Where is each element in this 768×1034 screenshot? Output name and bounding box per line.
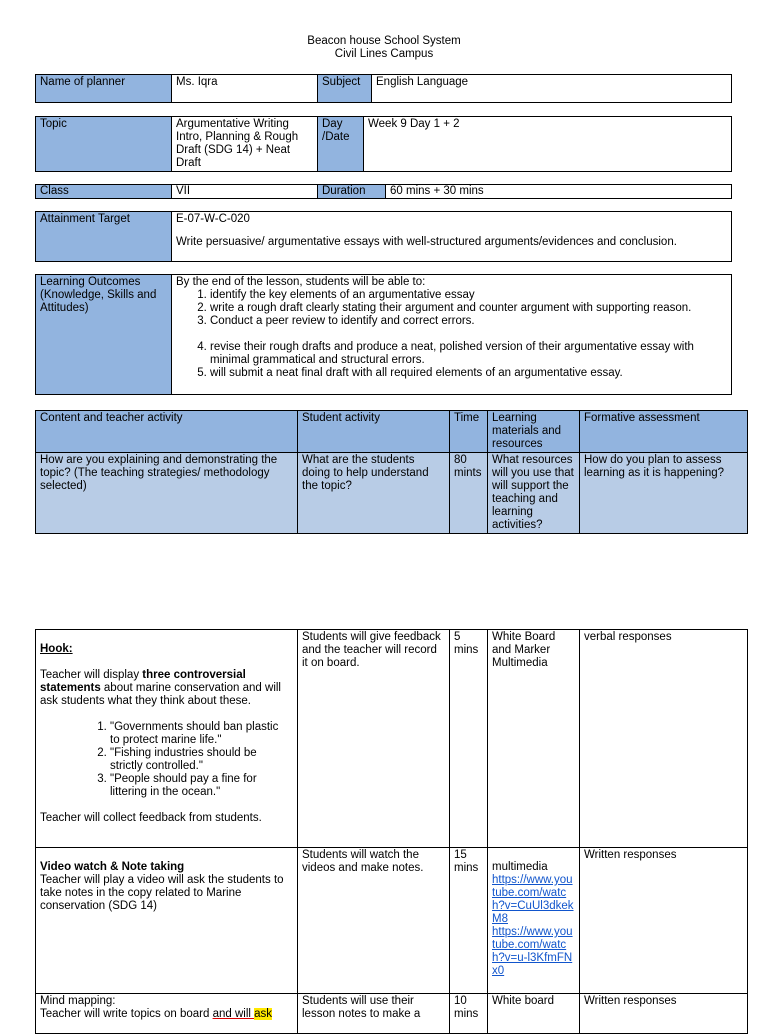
- hook-intro-a: Teacher will display: [40, 669, 143, 681]
- mind-desc-a: Teacher will write topics on board: [40, 1008, 213, 1020]
- topic-label: Topic: [36, 117, 172, 172]
- hook-intro-b: about marine conservation and will ask students what they think about these.: [40, 682, 281, 707]
- class-value: VII: [172, 185, 318, 199]
- attainment-label: Attainment Target: [36, 212, 172, 262]
- guide-time: 80 mints: [450, 453, 488, 534]
- hook-closing: Teacher will collect feedback from students.: [40, 812, 262, 824]
- hook-statement: 1. "Governments should ban plastic to protect marine life.": [110, 721, 285, 747]
- video-student: Students will watch the videos and make notes.: [298, 848, 450, 994]
- outcome-item: 5. will submit a neat final draft with all required elements of an argumentative essay.: [210, 367, 727, 380]
- attainment-desc: Write persuasive/ argumentative essays with well-structured arguments/evidences and conclusion.: [176, 236, 677, 248]
- planner-table: [35, 74, 732, 103]
- mind-assessment: Written responses: [580, 994, 748, 1034]
- mind-desc-highlight: ask: [254, 1008, 273, 1020]
- video-desc: Teacher will play a video will ask the students to take notes in the copy related to Marine conservation (SDG 14): [40, 874, 284, 912]
- campus-name: Civil Lines Campus: [334, 48, 434, 60]
- duration-label: Duration: [318, 185, 386, 199]
- mind-student: Students will use their lesson notes to make a: [298, 994, 450, 1034]
- col-header-time: Time: [450, 411, 488, 453]
- mind-title: Mind mapping:: [40, 995, 116, 1007]
- outcome-item: 2. write a rough draft clearly stating their argument and counter argument with supporting reason.: [210, 302, 727, 315]
- mind-time: 10 mins: [450, 994, 488, 1034]
- outcome-item: 4. revise their rough drafts and produce a neat, polished version of their argumentative essay with minimal grammatical and structural errors.: [210, 341, 727, 367]
- video-link-2[interactable]: https://www.youtube.com/watch?v=u-l3KfmFNx0: [492, 926, 573, 977]
- topic-value: Argumentative Writing Intro, Planning & Rough Draft (SDG 14) + Neat Draft: [172, 117, 318, 172]
- video-time: 15 mins: [450, 848, 488, 994]
- hook-statement: 2. "Fishing industries should be strictly controlled.": [110, 747, 285, 773]
- planner-label: Name of planner: [36, 75, 172, 103]
- video-title: Video watch & Note taking: [40, 861, 185, 873]
- mind-resources: White board: [488, 994, 580, 1034]
- activity-table: [35, 629, 748, 1034]
- mind-desc-mid: and will: [212, 1008, 255, 1020]
- video-link-1[interactable]: https://www.youtube.com/watch?v=CuUl3dkekM8: [492, 874, 574, 925]
- hook-statement: 3. "People should pay a fine for littering in the ocean.": [110, 773, 285, 799]
- school-name: Beacon house School System: [307, 35, 461, 47]
- video-assessment: Written responses: [580, 848, 748, 994]
- col-header-assessment: Formative assessment: [580, 411, 748, 453]
- hook-resources: White Board and Marker Multimedia: [488, 630, 580, 848]
- hook-title: Hook:: [40, 643, 73, 655]
- guide-content: How are you explaining and demonstrating the topic? (The teaching strategies/ methodology selected): [36, 453, 298, 534]
- hook-student: Students will give feedback and the teacher will record it on board.: [298, 630, 450, 848]
- day-label: Day /Date: [318, 117, 364, 172]
- duration-value: 60 mins + 30 mins: [386, 185, 732, 199]
- col-header-content: Content and teacher activity: [36, 411, 298, 453]
- col-header-student: Student activity: [298, 411, 450, 453]
- attainment-code: E-07-W-C-020: [176, 213, 250, 225]
- class-table: [35, 184, 732, 199]
- topic-table: [35, 116, 732, 172]
- attainment-table: [35, 211, 732, 262]
- outcomes-label: Learning Outcomes (Knowledge, Skills and Attitudes): [36, 275, 172, 395]
- guide-student: What are the students doing to help understand the topic?: [298, 453, 450, 534]
- plan-header-table: [35, 410, 748, 534]
- planner-value: Ms. Iqra: [172, 75, 318, 103]
- outcomes-intro: By the end of the lesson, students will be able to:: [176, 276, 426, 288]
- day-value: Week 9 Day 1 + 2: [364, 117, 732, 172]
- table-row: [36, 994, 748, 1034]
- outcome-item: 3. Conduct a peer review to identify and correct errors.: [210, 315, 727, 328]
- guide-resources: What resources will you use that will support the teaching and learning activities?: [488, 453, 580, 534]
- table-row: [36, 848, 748, 994]
- subject-value: English Language: [372, 75, 732, 103]
- hook-intro-bold: three controversial statements: [40, 669, 246, 694]
- hook-assessment: verbal responses: [580, 630, 748, 848]
- col-header-resources: Learning materials and resources: [488, 411, 580, 453]
- video-res-label: multimedia: [492, 861, 548, 873]
- hook-time: 5 mins: [450, 630, 488, 848]
- guide-assessment: How do you plan to assess learning as it is happening?: [580, 453, 748, 534]
- table-row: [36, 630, 748, 848]
- subject-label: Subject: [318, 75, 372, 103]
- outcome-item: 1. identify the key elements of an argumentative essay: [210, 289, 727, 302]
- class-label: Class: [36, 185, 172, 199]
- outcomes-table: [35, 274, 732, 395]
